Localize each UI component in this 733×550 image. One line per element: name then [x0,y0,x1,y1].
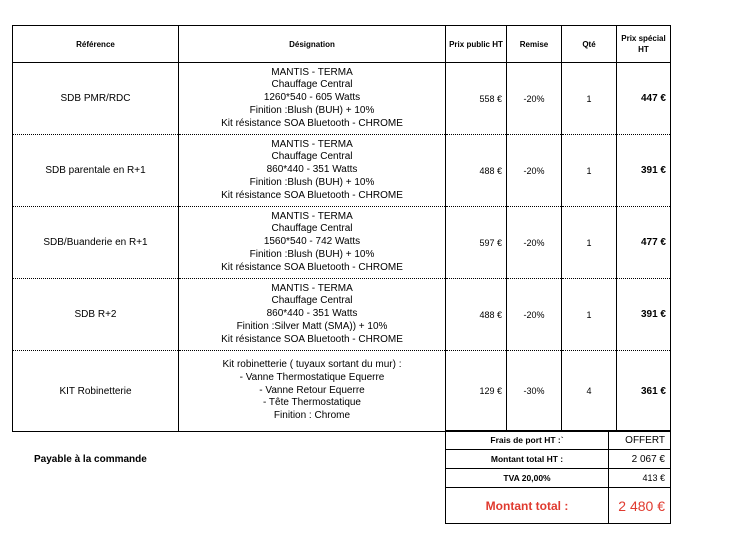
shipping-label: Frais de port HT :` [446,431,609,450]
designation-line: Finition :Blush (BUH) + 10% [249,248,375,260]
row-designation [179,207,446,279]
total-ht-value: 2 067 € [609,450,671,469]
header-designation: Désignation [179,26,446,63]
designation-line: Kit résistance SOA Bluetooth - CHROME [221,189,403,201]
tva-value: 413 € [609,469,671,488]
row-remise: -20% [507,279,562,351]
designation-line: MANTIS - TERMA [271,66,353,78]
table-header-row [13,26,671,63]
designation-line: Finition :Blush (BUH) + 10% [249,176,375,188]
row-prix-public: 129 € [446,351,507,432]
row-designation [179,351,446,432]
row-remise: -20% [507,63,562,135]
header-prix-special-line2: HT [638,45,649,54]
shipping-value: OFFERT [609,431,671,450]
quote-table [12,25,671,432]
row-qte: 1 [562,207,617,279]
payment-terms: Payable à la commande [34,454,147,465]
row-qte: 1 [562,279,617,351]
designation-line: MANTIS - TERMA [271,282,353,294]
row-prix-special: 477 € [617,207,671,279]
row-prix-public: 558 € [446,63,507,135]
row-designation [179,63,446,135]
grand-total-label: Montant total : [446,488,609,524]
designation-line: - Vanne Thermostatique Equerre [239,371,385,383]
designation-line: Finition :Blush (BUH) + 10% [249,104,375,116]
totals-row-tva [446,469,671,488]
row-prix-public: 597 € [446,207,507,279]
total-ht-label: Montant total HT : [446,450,609,469]
designation-line: Finition : Chrome [273,410,351,422]
designation-line: - Tête Thermostatique [262,397,361,409]
totals-row-total-ht [446,450,671,469]
row-qte: 1 [562,135,617,207]
row-remise: -30% [507,351,562,432]
row-reference: SDB R+2 [13,279,179,351]
designation-line: Kit résistance SOA Bluetooth - CHROME [221,333,403,345]
designation-line: - Vanne Retour Equerre [259,384,365,396]
table-row [13,207,671,279]
row-reference: SDB parentale en R+1 [13,135,179,207]
header-prix-special-line1: Prix spécial [621,34,666,43]
row-prix-public: 488 € [446,135,507,207]
designation-line: 860*440 - 351 Watts [266,308,358,320]
designation-line: Chauffage Central [271,223,353,235]
row-remise: -20% [507,135,562,207]
designation-line: 1260*540 - 605 Watts [263,92,361,104]
row-designation [179,135,446,207]
row-prix-public: 488 € [446,279,507,351]
designation-line: Chauffage Central [271,151,353,163]
header-reference: Référence [13,26,179,63]
row-qte: 1 [562,63,617,135]
totals-row-shipping [446,431,671,450]
tva-label: TVA 20,00% [446,469,609,488]
row-prix-special: 361 € [617,351,671,432]
row-reference: SDB/Buanderie en R+1 [13,207,179,279]
row-reference: KIT Robinetterie [13,351,179,432]
totals-row-grand-total [446,488,671,524]
row-prix-special: 391 € [617,135,671,207]
header-prix-special [617,26,671,63]
designation-line: MANTIS - TERMA [271,210,353,222]
row-prix-special: 447 € [617,63,671,135]
designation-line: Kit robinetterie ( tuyaux sortant du mur) : [222,359,402,370]
grand-total-value: 2 480 € [609,488,671,524]
designation-line: MANTIS - TERMA [271,138,353,150]
designation-line: Chauffage Central [271,79,353,91]
row-reference: SDB PMR/RDC [13,63,179,135]
designation-line: Chauffage Central [271,295,353,307]
designation-line: 860*440 - 351 Watts [266,164,358,176]
totals-table [445,430,671,524]
row-designation [179,279,446,351]
table-row [13,63,671,135]
designation-line: Finition :Silver Matt (SMA)) + 10% [236,320,388,332]
designation-line: Kit résistance SOA Bluetooth - CHROME [221,117,403,129]
row-qte: 4 [562,351,617,432]
header-remise: Remise [507,26,562,63]
header-qte: Qté [562,26,617,63]
designation-line: Kit résistance SOA Bluetooth - CHROME [221,261,403,273]
table-row [13,135,671,207]
table-row [13,351,671,432]
header-prix-public: Prix public HT [446,26,507,63]
designation-line: 1560*540 - 742 Watts [263,236,361,248]
row-remise: -20% [507,207,562,279]
table-row [13,279,671,351]
row-prix-special: 391 € [617,279,671,351]
